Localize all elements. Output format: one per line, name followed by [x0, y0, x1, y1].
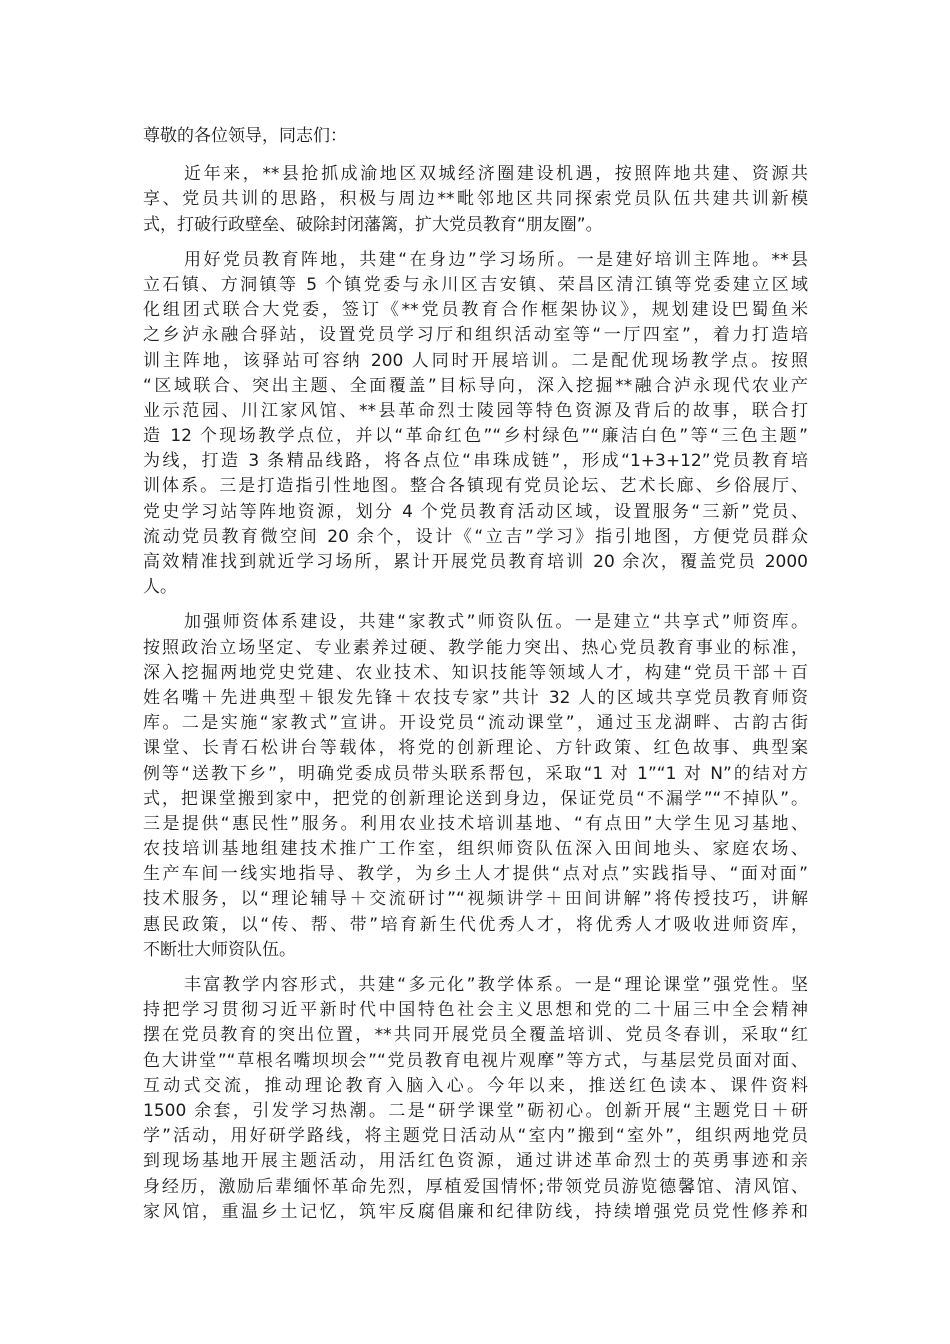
- paragraph-teaching-staff: [143, 610, 808, 963]
- text-line: “区域联合、突出主题、全面覆盖”目标导向，深入挖掘**融合泸永现代农业产: [143, 375, 808, 396]
- text-line: 式，打破行政壁垒、破除封闭藩篱，扩大党员教育“朋友圈”。: [143, 214, 603, 235]
- text-line: 按照政治立场坚定、专业素养过硬、教学能力突出、热心党员教育事业的标准，: [143, 637, 808, 658]
- text-line: 丰富教学内容形式，共建“多元化”教学体系。一是“理论课堂”强党性。坚: [184, 975, 808, 995]
- text-line: 库。二是实施“家教式”宣讲。开设党员“流动课堂”，通过玉龙湖畔、古韵古街: [143, 713, 808, 734]
- text-line: 学”活动，用好研学路线，将主题党日活动从“室内”搬到“室外”，组织两地党员: [143, 1126, 808, 1147]
- text-line: 家风馆，重温乡土记忆，筑牢反腐倡廉和纪律防线，持续增强党员党性修养和: [143, 1201, 808, 1222]
- text-line: 持把学习贯彻习近平新时代中国特色社会主义思想和党的二十届三中全会精神: [143, 1000, 808, 1021]
- text-line: 技术服务，以“理论辅导＋交流研讨”“视频讲学＋田间讲解”将传授技巧，讲解: [143, 889, 808, 910]
- text-line: 造 12 个现场教学点位，并以“革命红色”“乡村绿色”“廉洁白色”等“三色主题”: [143, 426, 808, 447]
- text-line: 互动式交流，推动理论教育入脑入心。今年以来，推送红色读本、课件资料: [143, 1075, 808, 1096]
- text-line: 色大讲堂”“草根名嘴坝坝会”“党员教育电视片观摩”等方式，与基层党员面对面、: [143, 1050, 808, 1071]
- text-line: 享、党员共训的思路，积极与周边**毗邻地区共同探索党员队伍共建共训新模: [143, 189, 808, 210]
- text-line: 生产车间一线实地指导、教学，为乡土人才提供“点对点”实践指导、“面对面”: [143, 864, 808, 885]
- paragraph-intro: [143, 162, 808, 238]
- text-line: 惠民政策，以“传、帮、带”培育新生代优秀人才，将优秀人才吸收进师资库，: [143, 914, 808, 935]
- paragraph-learning-venues: [143, 248, 808, 601]
- text-line: 业示范园、川江家风馆、**县革命烈士陵园等特色资源及背后的故事，联合打: [143, 400, 808, 421]
- paragraph-teaching-content: [143, 973, 808, 1225]
- text-line: 到现场基地开展主题活动，用活红色资源，通过讲述革命烈士的英勇事迹和亲: [143, 1151, 808, 1172]
- text-line: 式，把课堂搬到家中，把党的创新理论送到身边，保证党员“不漏学”“不掉队”。: [143, 788, 808, 809]
- text-line: 近年来，**县抢抓成渝地区双城经济圈建设机遇，按照阵地共建、资源共: [184, 164, 808, 185]
- text-line: 流动党员教育微空间 20 余个，设计《“立吉”学习》指引地图，方便党员群众: [143, 526, 808, 547]
- text-line: 不断壮大师资队伍。: [143, 939, 296, 960]
- text-line: 例等“送教下乡”，明确党委成员带头联系帮包，采取“1 对 1”“1 对 N”的结对方: [143, 763, 808, 784]
- text-line: 身经历，激励后辈缅怀革命先烈，厚植爱国情怀;带领党员游览德馨馆、清风馆、: [143, 1176, 808, 1197]
- text-line: 农技培训基地组建技术推广工作室，组织师资队伍深入田间地头、家庭农场、: [143, 839, 808, 860]
- text-line: 用好党员教育阵地，共建“在身边”学习场所。一是建好培训主阵地。**县: [184, 249, 808, 270]
- text-line: 三是提供“惠民性”服务。利用农业技术培训基地、“有点田”大学生见习基地、: [143, 813, 808, 834]
- text-line: 人。: [143, 577, 177, 598]
- text-line: 加强师资体系建设，共建“家教式”师资队伍。一是建立“共享式”师资库。: [184, 612, 808, 633]
- document-body: [143, 124, 808, 1225]
- text-line: 1500 余套，引发学习热潮。二是“研学课堂”砺初心。创新开展“主题党日＋研: [143, 1100, 808, 1121]
- text-line: 训主阵地，该驿站可容纳 200 人同时开展培训。二是配优现场教学点。按照: [143, 350, 808, 371]
- text-line: 之乡泸永融合驿站，设置党员学习厅和组织活动室等“一厅四室”，着力打造培: [143, 325, 808, 346]
- text-line: 训体系。三是打造指引性地图。整合各镇现有党员论坛、艺术长廊、乡俗展厅、: [143, 476, 808, 497]
- text-line: 为线，打造 3 条精品线路，将各点位“串珠成链”，形成“1+3+12”党员教育培: [143, 451, 808, 472]
- text-line: 高效精准找到就近学习场所，累计开展党员教育培训 20 余次，覆盖党员 2000: [143, 552, 808, 572]
- salutation: 尊敬的各位领导，同志们：: [143, 126, 347, 146]
- text-line: 摆在党员教育的突出位置，**共同开展党员全覆盖培训、党员冬春训，采取“红: [143, 1025, 808, 1046]
- text-line: 立石镇、方洞镇等 5 个镇党委与永川区吉安镇、荣昌区清江镇等党委建立区域: [143, 274, 808, 295]
- text-line: 课堂、长青石松讲台等载体，将党的创新理论、方针政策、红色故事、典型案: [143, 738, 808, 759]
- text-line: 姓名嘴＋先进典型＋银发先锋＋农技专家”共计 32 人的区域共享党员教育师资: [143, 687, 808, 708]
- text-line: 深入挖掘两地党史党建、农业技术、知识技能等领域人才，构建“党员干部＋百: [143, 662, 808, 683]
- text-line: 党史学习站等阵地资源，划分 4 个党员教育活动区域，设置服务“三新”党员、: [143, 501, 808, 522]
- text-line: 化组团式联合大党委，签订《**党员教育合作框架协议》，规划建设巴蜀鱼米: [143, 300, 808, 321]
